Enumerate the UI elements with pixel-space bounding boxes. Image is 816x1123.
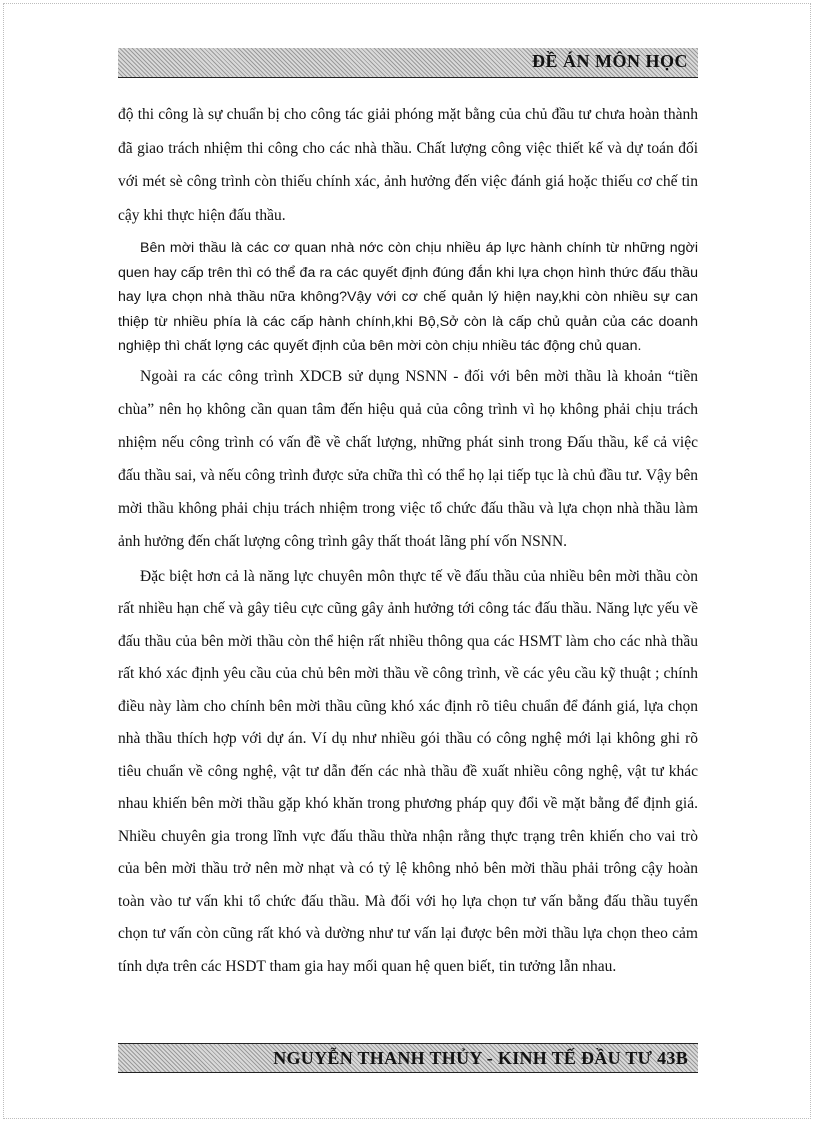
header-title: ĐỀ ÁN MÔN HỌC: [532, 51, 688, 71]
paragraph-3: Ngoài ra các công trình XDCB sử dụng NSNN - đối với bên mời thầu là khoản “tiền chùa” nên họ không cần quan tâm đến hiệu quả của công trình vì họ không phải chịu trách nhiệm nếu công trình có vấn đề về chất lượng, những phát sinh trong Đấu thầu, kể cả việc đấu thầu sai, và nếu công trình được sửa chữa thì có thể họ lại tiếp tục là chủ đầu tư. Vậy bên mời thầu không phải chịu trách nhiệm trong việc tổ chức đấu thầu và lựa chọn nhà thầu làm ảnh hưởng đến chất lượng công trình gây thất thoát lãng phí vốn NSNN.: [118, 367, 698, 550]
page-header: [118, 48, 698, 78]
paragraph-2: Bên mời thầu là các cơ quan nhà nớc còn chịu nhiều áp lực hành chính từ những ngời quen hay cấp trên thì có thể đa ra các quyết định đúng đắn khi lựa chọn hình thức đấu thầu hay lựa chọn nhà thầu nữa không?Vậy với cơ chế quản lý hiện nay,khi còn nhiều sự can thiệp từ nhiều phía là các cấp hành chính,khi Bộ,Sở còn là cấp chủ quản của các doanh nghiệp thì chất lợng các quyết định của bên mời còn chịu nhiều tác động chủ quan.: [118, 240, 698, 354]
paragraph-4: Đặc biệt hơn cả là năng lực chuyên môn thực tế về đấu thầu của nhiều bên mời thầu còn rất nhiều hạn chế và gây tiêu cực cũng gây ảnh hưởng tới công tác đấu thầu. Năng lực yếu về đấu thầu của bên mời thầu còn thể hiện rất nhiều thông qua các HSMT làm cho các nhà thầu rất khó xác định yêu cầu của chủ bên mời thầu về công trình, về các yêu cầu kỹ thuật ; chính điều này làm cho chính bên mời thầu cũng khó xác định rõ tiêu chuẩn để đánh giá, lựa chọn nhà thầu thích hợp với dự án. Ví dụ như nhiều gói thầu có công nghệ mới lại không ghi rõ tiêu chuẩn về công nghệ, vật tư dẫn đến các nhà thầu đề xuất nhiều công nghệ, vật tư khác nhau khiến bên mời thầu gặp khó khăn trong phương pháp quy đổi về mặt bằng để định giá. Nhiều chuyên gia trong lĩnh vực đấu thầu thừa nhận rằng thực trạng trên khiến cho vai trò của bên mời thầu trở nên mờ nhạt và có tỷ lệ không nhỏ bên mời thầu phải trông cậy hoàn toàn vào tư vấn khi tổ chức đấu thầu. Mà đối với họ lựa chọn tư vấn bằng đấu thầu tuyển chọn tư vấn còn cũng rất khó và dường như tư vấn lại được bên mời thầu lựa chọn theo cảm tính dựa trên các HSDT tham gia hay mối quan hệ quen biết, tin tưởng lẫn nhau.: [118, 567, 698, 975]
page-footer: [118, 1043, 698, 1073]
document-body: [118, 98, 698, 983]
paragraph-1: độ thi công là sự chuẩn bị cho công tác giải phóng mặt bằng của chủ đầu tư chưa hoàn thành đã giao trách nhiệm thi công cho các nhà thầu. Chất lượng công việc thiết kế và dự toán đối với mét sè công trình còn thiếu chính xác, ảnh hưởng đến việc đánh giá hoặc thiếu cơ chế tin cậy khi thực hiện đấu thầu.: [118, 106, 698, 224]
footer-title: NGUYỄN THANH THỦY - KINH TẾ ĐẦU TƯ 43B: [273, 1048, 688, 1068]
